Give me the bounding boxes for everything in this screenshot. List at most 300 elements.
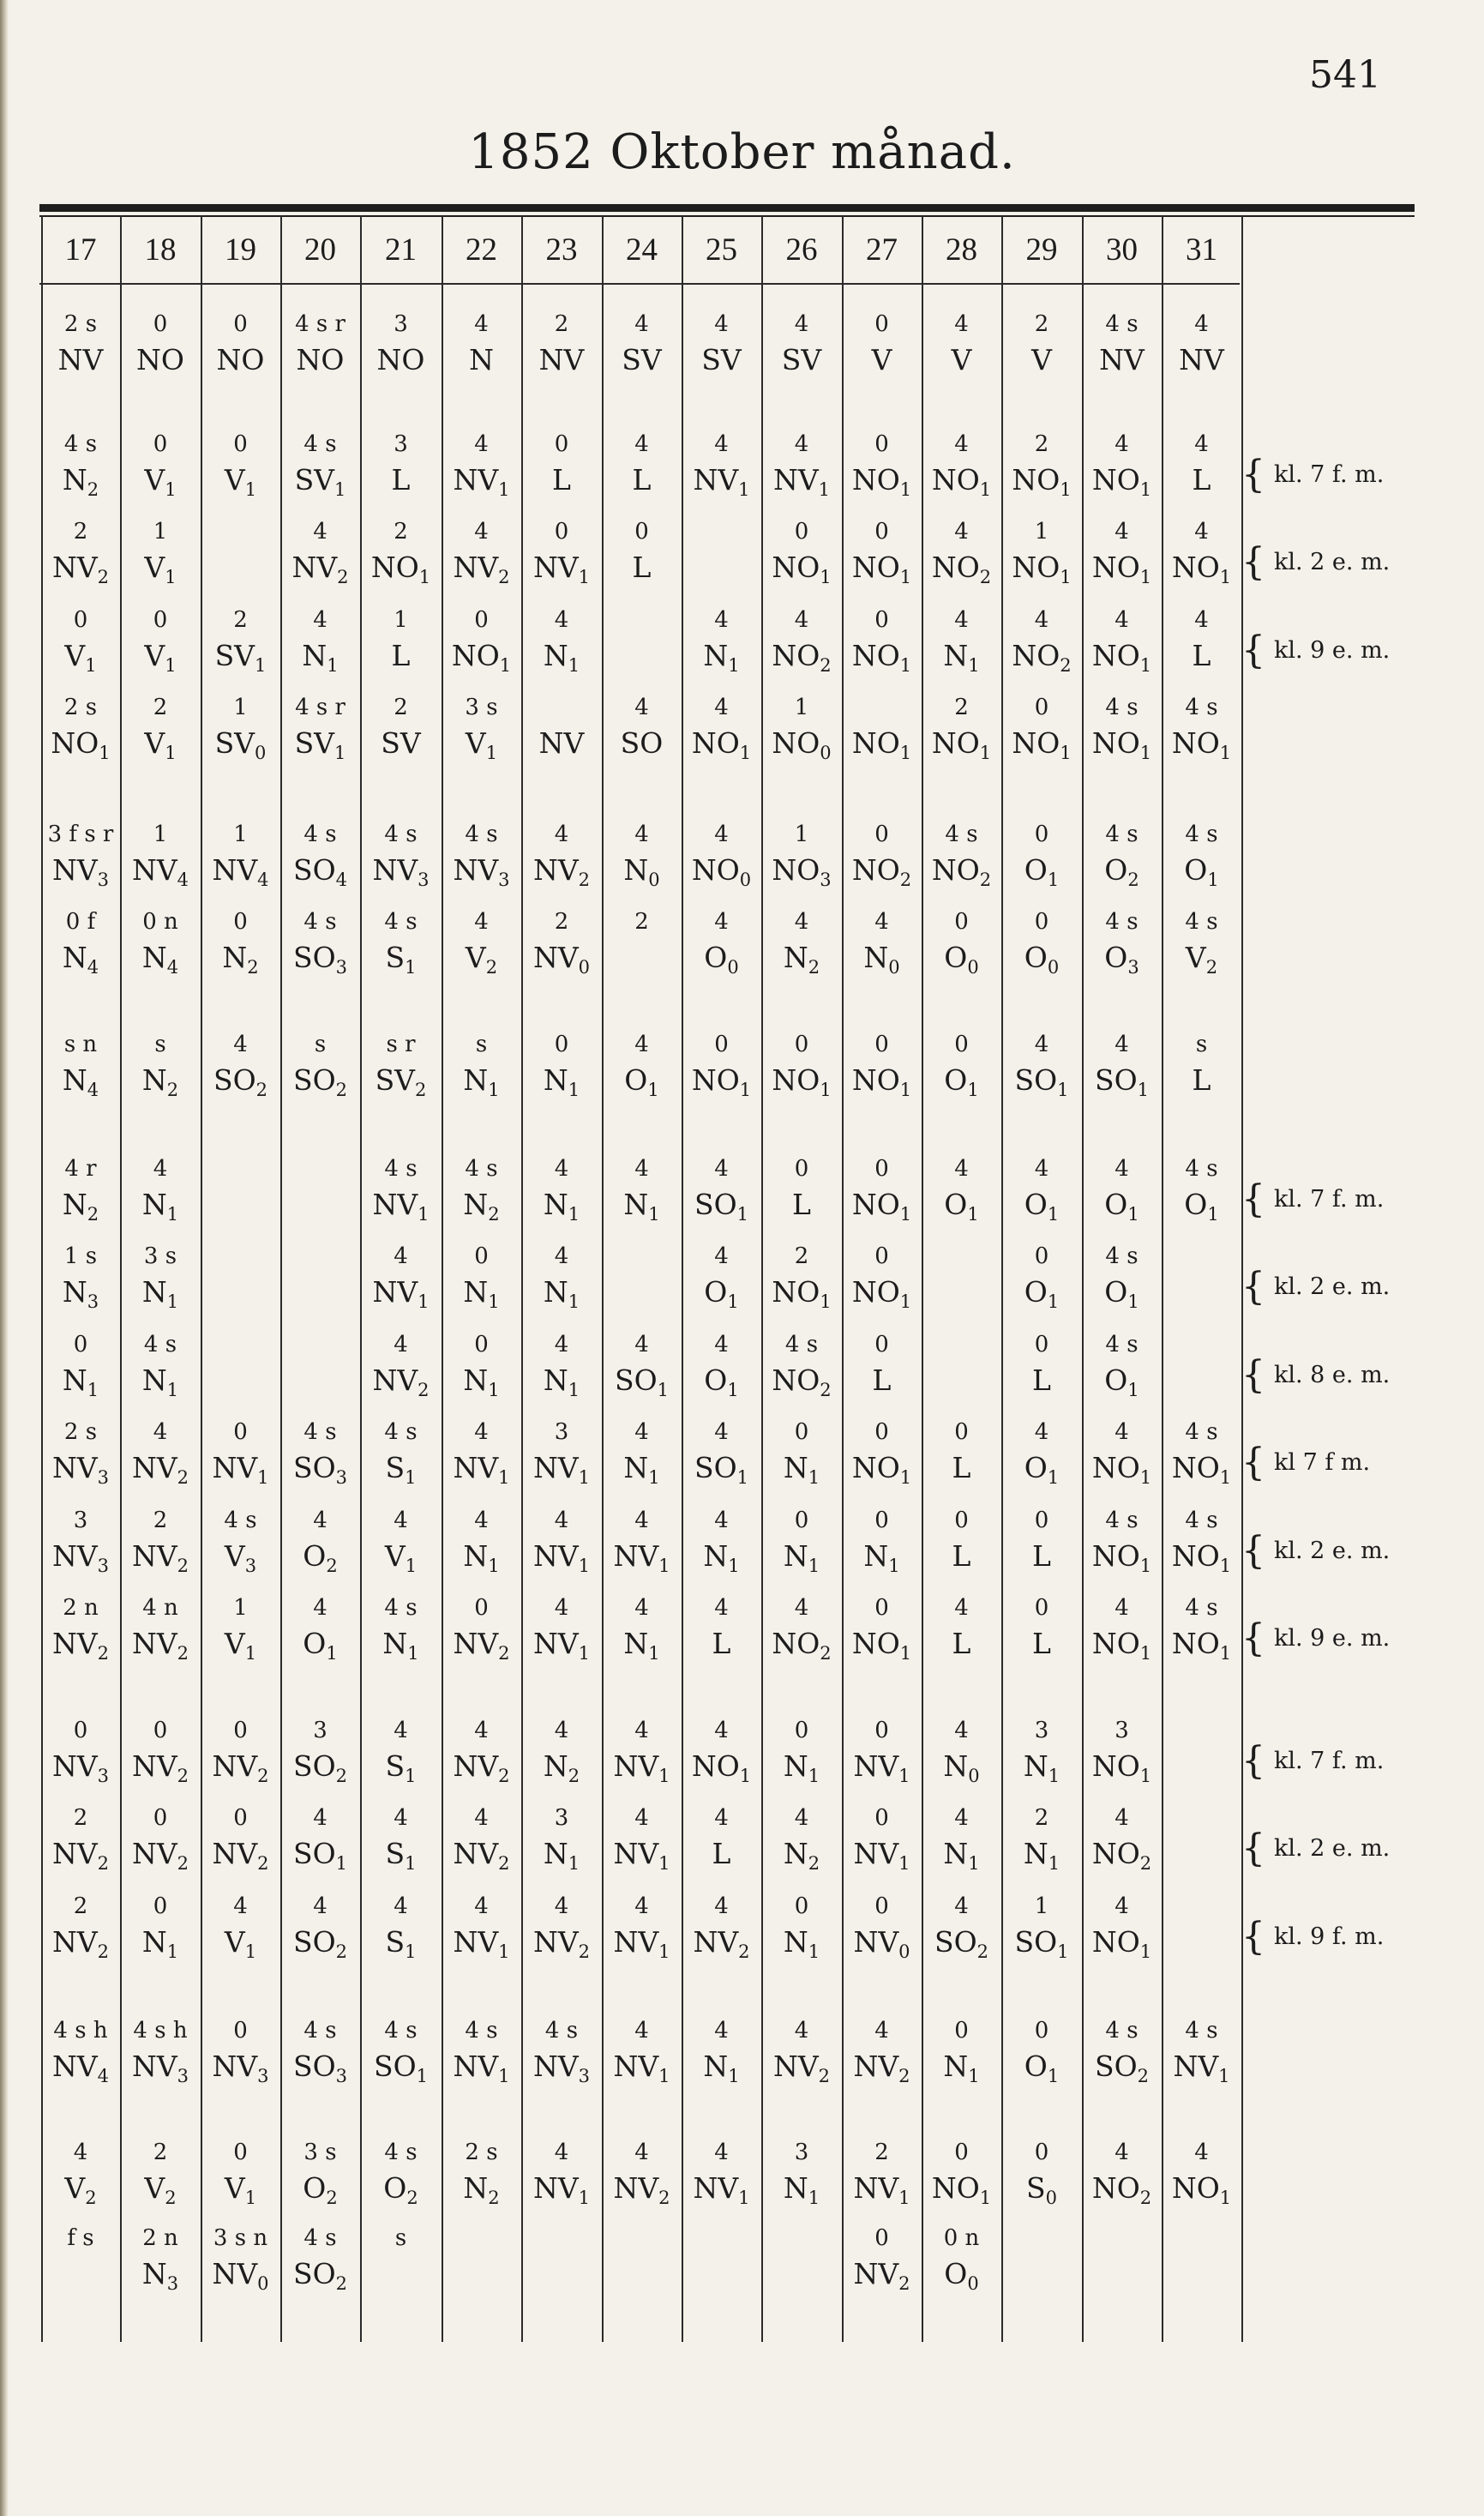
cloud-wind-code: 2 [1034, 1805, 1049, 1831]
cloud-wind-code: 4 [714, 1805, 729, 1831]
observation-cell [41, 1243, 120, 1312]
cloud-wind-code: 4 [1115, 2140, 1129, 2165]
cloud-wind-code: 0 [874, 2225, 889, 2251]
observation-cell [761, 1032, 842, 1100]
wind-direction: $N_1$ [543, 1363, 580, 1400]
wind-direction: $NO_1$ [931, 463, 992, 500]
wind-direction: $NV_2$ [532, 853, 591, 890]
observation-cell [1082, 1595, 1162, 1664]
observation-cell [682, 909, 761, 978]
wind-direction: $NO_2$ [931, 853, 992, 890]
wind-direction: $O_1$ [624, 1063, 659, 1100]
time-note [1241, 1739, 1384, 1783]
cloud-wind-code: 1 [233, 822, 248, 847]
cloud-wind-code: 4 [313, 1595, 327, 1621]
observation-cell [1001, 519, 1082, 587]
day-header: 24 [626, 232, 658, 268]
wind-direction: $NV_3$ [51, 1451, 110, 1488]
observation-cell [761, 1332, 842, 1400]
wind-direction: $NO_1$ [1091, 639, 1152, 676]
wind-direction: $S_0$ [1026, 2171, 1057, 2208]
day-header: 28 [946, 232, 977, 268]
wind-direction: $O_3$ [1104, 941, 1139, 978]
cloud-wind-code: 0 [794, 1718, 809, 1743]
wind-direction: $N_1$ [141, 1188, 179, 1225]
wind-direction: $NV_1$ [453, 463, 510, 500]
cloud-wind-code: 0 [554, 519, 569, 545]
observation-cell [201, 2225, 280, 2294]
cloud-wind-code: 4 [233, 1893, 248, 1919]
wind-direction: $NV_2$ [131, 1749, 189, 1786]
observation-cell [360, 2140, 442, 2208]
cloud-wind-code: s [154, 1032, 166, 1057]
observation-cell [1162, 1156, 1241, 1225]
cloud-wind-code: 4 [153, 1419, 168, 1445]
wind-direction: $NO_2$ [772, 1363, 832, 1400]
observation-cell [41, 1893, 120, 1962]
wind-direction: N [469, 343, 494, 376]
wind-direction: $NO_1$ [772, 551, 832, 587]
observation-cell [602, 1805, 682, 1874]
observation-cell [41, 909, 120, 978]
wind-direction: $NV_3$ [532, 2050, 591, 2086]
cloud-wind-code: 2 [874, 2140, 889, 2165]
cloud-wind-code: 2 [394, 519, 408, 545]
observation-cell [761, 519, 842, 587]
cloud-wind-code: 4 [73, 2140, 88, 2165]
wind-direction: SV [622, 343, 662, 376]
cloud-wind-code: 0 [874, 1805, 889, 1831]
cloud-wind-code: 4 s [465, 2018, 498, 2043]
cloud-wind-code: 4 [474, 1419, 489, 1445]
observation-cell [682, 1243, 761, 1312]
observation-cell [1001, 2018, 1082, 2086]
wind-direction: $NV_3$ [51, 1749, 110, 1786]
cloud-wind-code [521, 696, 602, 722]
observation-cell [521, 822, 602, 890]
observation-cell [120, 1893, 201, 1962]
observation-cell [442, 1032, 521, 1100]
wind-direction: $SO_3$ [292, 1451, 348, 1488]
cloud-wind-code: 4 [1034, 1156, 1049, 1182]
wind-direction: $NV_1$ [372, 1275, 430, 1312]
observation-cell [602, 1595, 682, 1664]
cloud-wind-code: s [475, 1032, 488, 1057]
observation-cell [442, 1332, 521, 1400]
wind-direction: $O_2$ [303, 2171, 338, 2208]
observation-cell [41, 1508, 120, 1576]
observation-cell [1001, 1243, 1082, 1312]
wind-direction: $N_1$ [382, 1627, 419, 1664]
observation-cell [120, 2140, 201, 2208]
wind-direction: SV [381, 726, 421, 760]
observation-cell [842, 519, 922, 587]
wind-direction: $SO_1$ [694, 1188, 749, 1225]
observation-cell [201, 1893, 280, 1962]
observation-cell [442, 1893, 521, 1962]
observation-cell [120, 1718, 201, 1786]
cloud-wind-code: 0 [794, 1156, 809, 1182]
observation-cell [280, 695, 360, 763]
cloud-wind-code: 4 s [1185, 1508, 1218, 1533]
observation-cell [922, 1508, 1001, 1573]
cloud-wind-code: 2 s [63, 695, 98, 720]
wind-direction: $NO_1$ [1091, 726, 1152, 763]
day-header: 19 [225, 232, 256, 268]
observation-cell [842, 1243, 922, 1312]
wind-direction: $O_1$ [1024, 1275, 1060, 1312]
cloud-wind-code: 3 s n [213, 2225, 268, 2251]
observation-cell [280, 607, 360, 676]
observation-cell [280, 1595, 360, 1664]
wind-direction: $NV_1$ [693, 2171, 750, 2208]
observation-cell [922, 695, 1001, 763]
wind-direction: $N_1$ [1023, 1749, 1060, 1786]
wind-direction: L [1192, 639, 1211, 672]
wind-direction: $N_1$ [141, 1275, 179, 1312]
wind-direction: $NV_2$ [131, 1451, 189, 1488]
observation-cell [682, 822, 761, 890]
observation-cell [602, 1718, 682, 1786]
cloud-wind-code: 4 [954, 1156, 969, 1182]
observation-cell [1082, 1419, 1162, 1488]
brace-icon: { [1241, 1616, 1265, 1660]
observation-cell [360, 1595, 442, 1664]
time-note-text: kl. 7 f. m. [1274, 1186, 1385, 1213]
wind-direction: $SO_3$ [292, 941, 348, 978]
observation-cell [41, 1805, 120, 1874]
observation-cell [842, 909, 922, 978]
cloud-wind-code: 4 [554, 607, 569, 633]
observation-cell [280, 519, 360, 587]
time-note [1241, 453, 1384, 497]
wind-direction: $NO_1$ [51, 726, 111, 763]
day-header: 25 [706, 232, 737, 268]
observation-cell [842, 822, 922, 890]
wind-direction: $NV_2$ [453, 551, 510, 587]
wind-direction: $N_1$ [783, 2171, 820, 2208]
observation-cell [1082, 1032, 1162, 1100]
cloud-wind-code: 0 [73, 1718, 88, 1743]
wind-direction: $N_1$ [543, 1275, 580, 1312]
wind-direction: $NV_0$ [532, 941, 591, 978]
cloud-wind-code: 0 [634, 519, 649, 545]
wind-direction: $NV_2$ [853, 2257, 910, 2294]
cloud-wind-code: 4 [954, 519, 969, 545]
observation-cell [120, 1032, 201, 1100]
cloud-wind-code: 4 s [384, 822, 418, 847]
wind-direction: $NV_0$ [212, 2257, 269, 2294]
wind-direction: $N_1$ [543, 639, 580, 676]
cloud-wind-code: 4 s [303, 431, 337, 457]
cloud-wind-code: 4 [1115, 607, 1129, 633]
cloud-wind-code: 4 [313, 1508, 327, 1533]
wind-direction: $NO_1$ [1091, 463, 1152, 500]
wind-direction: $NV_2$ [131, 1627, 189, 1664]
wind-direction: $SO_2$ [1094, 2050, 1150, 2086]
observation-cell [1001, 1419, 1082, 1488]
cloud-wind-code: 4 [474, 519, 489, 545]
observation-cell [761, 1893, 842, 1962]
observation-cell [201, 1805, 280, 1874]
header-separator [39, 283, 1240, 285]
cloud-wind-code: 4 [794, 2018, 809, 2043]
day-header: 27 [866, 232, 898, 268]
wind-direction: $V_2$ [144, 2171, 177, 2208]
wind-direction: $N_1$ [463, 1363, 500, 1400]
cloud-wind-code: 0 f [65, 909, 96, 935]
time-note-text: kl 7 f m. [1274, 1449, 1371, 1476]
wind-direction: $SO_1$ [373, 2050, 429, 2086]
observation-cell [521, 1243, 602, 1312]
observation-cell [602, 1893, 682, 1962]
observation-cell [602, 911, 682, 943]
observation-cell [1082, 1805, 1162, 1874]
cloud-wind-code: 1 [233, 1595, 248, 1621]
observation-cell [41, 313, 120, 374]
cloud-wind-code: 4 [554, 1156, 569, 1182]
wind-direction: L [712, 1627, 731, 1660]
cloud-wind-code: 4 [394, 1718, 408, 1743]
observation-cell [682, 2140, 761, 2208]
wind-direction: $SV_0$ [214, 726, 267, 763]
observation-cell [682, 1419, 761, 1488]
observation-cell [280, 2225, 360, 2294]
wind-direction: $V_1$ [465, 726, 498, 763]
wind-direction: $NV_1$ [613, 2050, 670, 2086]
observation-cell [120, 2225, 201, 2294]
cloud-wind-code: 4 [554, 1718, 569, 1743]
cloud-wind-code: 0 [153, 311, 168, 337]
wind-direction: L [1192, 463, 1211, 497]
time-note-text: kl. 7 f. m. [1274, 1748, 1385, 1774]
observation-cell [280, 1032, 360, 1100]
wind-direction: L [1032, 1627, 1051, 1660]
cloud-wind-code: 4 [634, 431, 649, 457]
cloud-wind-code: 4 s [384, 1419, 418, 1445]
wind-direction: $NV_1$ [1173, 2050, 1230, 2086]
wind-direction: $NV_3$ [212, 2050, 269, 2086]
wind-direction: $N_3$ [141, 2257, 179, 2294]
day-header: 23 [545, 232, 578, 268]
observation-cell [602, 822, 682, 890]
cloud-wind-code: 4 s [544, 2018, 579, 2043]
wind-direction: $NO_0$ [772, 726, 832, 763]
cloud-wind-code: 4 [1034, 1419, 1049, 1445]
observation-cell [120, 2018, 201, 2086]
wind-direction: NV [57, 343, 104, 376]
observation-cell [682, 1597, 761, 1658]
observation-cell [682, 1032, 761, 1100]
top-rule-thin [39, 215, 1415, 217]
cloud-wind-code: 4 [1115, 431, 1129, 457]
observation-cell [1001, 607, 1082, 676]
cloud-wind-code: 4 [714, 1419, 729, 1445]
wind-direction: $N_4$ [141, 941, 179, 978]
observation-cell [922, 1893, 1001, 1962]
cloud-wind-code: 4 s [384, 2018, 418, 2043]
observation-cell [761, 1718, 842, 1786]
observation-cell [1162, 313, 1241, 374]
observation-cell [442, 2018, 521, 2086]
cloud-wind-code: 4 [394, 1332, 408, 1357]
cloud-wind-code: 4 s [1185, 1156, 1218, 1182]
observation-cell [1001, 431, 1082, 500]
observation-cell [922, 1421, 1001, 1482]
cloud-wind-code: 4 [313, 519, 327, 545]
wind-direction: L [872, 1363, 892, 1397]
observation-cell [280, 822, 360, 890]
cloud-wind-code: 0 [874, 1243, 889, 1269]
observation-cell [201, 822, 280, 890]
observation-cell [201, 1595, 280, 1664]
cloud-wind-code: 4 [794, 1805, 809, 1831]
cloud-wind-code: 1 [1034, 1893, 1049, 1919]
observation-cell [360, 1332, 442, 1400]
wind-direction: $O_1$ [1024, 1451, 1060, 1488]
time-note-text: kl. 2 e. m. [1274, 1835, 1391, 1862]
wind-direction: NO [376, 343, 425, 376]
cloud-wind-code: 2 [394, 695, 408, 720]
wind-direction: $NO_1$ [931, 726, 992, 763]
observation-cell [761, 1243, 842, 1312]
wind-direction: $N_1$ [543, 1063, 580, 1100]
observation-cell [201, 607, 280, 676]
cloud-wind-code: 4 s [1105, 2018, 1139, 2043]
cloud-wind-code: 0 [954, 1032, 969, 1057]
wind-direction: $NV_1$ [853, 1749, 910, 1786]
observation-cell [360, 1243, 442, 1312]
wind-direction: $NO_1$ [1171, 1451, 1232, 1488]
observation-cell [360, 609, 442, 670]
cloud-wind-code: 4 [714, 1156, 729, 1182]
observation-cell [1162, 1595, 1241, 1664]
wind-direction: $NV_2$ [131, 1837, 189, 1874]
observation-cell [602, 1332, 682, 1400]
observation-cell [602, 1419, 682, 1488]
observation-cell [360, 1419, 442, 1488]
observation-cell [922, 1597, 1001, 1658]
cloud-wind-code: 2 [634, 909, 649, 935]
observation-cell [1001, 1718, 1082, 1786]
wind-direction: $S_1$ [385, 1749, 417, 1786]
cloud-wind-code: 0 [474, 1595, 489, 1621]
observation-cell [1082, 2140, 1162, 2208]
observation-cell [120, 431, 201, 500]
observation-cell [442, 909, 521, 978]
observation-cell [842, 1805, 922, 1874]
cloud-wind-code: 2 [153, 1508, 168, 1533]
cloud-wind-code: 4 [474, 1805, 489, 1831]
cloud-wind-code: 4 [1194, 2140, 1209, 2165]
cloud-wind-code: 4 s [1185, 822, 1218, 847]
wind-direction: $NV_2$ [453, 1749, 510, 1786]
wind-direction: $NO_1$ [1012, 726, 1072, 763]
observation-cell [41, 822, 120, 890]
cloud-wind-code: 0 [153, 431, 168, 457]
cloud-wind-code: 4 [714, 822, 729, 847]
observation-cell [360, 1718, 442, 1786]
wind-direction: $NV_2$ [613, 2171, 670, 2208]
wind-direction: $N_1$ [863, 1539, 900, 1576]
wind-direction: $NO_1$ [1171, 1539, 1232, 1576]
wind-direction: $N_2$ [463, 1188, 500, 1225]
observation-cell [842, 313, 922, 374]
wind-direction: $O_0$ [944, 2257, 979, 2294]
wind-direction: $NO_1$ [1171, 551, 1232, 587]
wind-direction: $NO_1$ [851, 1627, 912, 1664]
observation-cell [521, 1805, 602, 1874]
observation-cell [842, 1595, 922, 1664]
brace-icon: { [1241, 1827, 1265, 1870]
wind-direction: $NV_1$ [372, 1188, 430, 1225]
wind-direction: $N_1$ [703, 2050, 740, 2086]
observation-cell [120, 607, 201, 676]
wind-direction: $NO_1$ [1091, 1451, 1152, 1488]
observation-cell [41, 2227, 120, 2260]
wind-direction: $NO_1$ [1091, 1627, 1152, 1664]
observation-cell [682, 2018, 761, 2086]
cloud-wind-code: 4 [394, 1805, 408, 1831]
wind-direction: $NV_1$ [532, 1539, 591, 1576]
observation-cell [922, 909, 1001, 978]
cloud-wind-code: s [314, 1032, 327, 1057]
cloud-wind-code: 4 [313, 607, 327, 633]
observation-cell [1082, 1332, 1162, 1400]
cloud-wind-code: 0 [233, 2140, 248, 2165]
wind-direction: $NV_2$ [291, 551, 349, 587]
cloud-wind-code: 4 s [224, 1508, 257, 1533]
cloud-wind-code: 4 s [303, 822, 337, 847]
observation-cell [201, 909, 280, 978]
cloud-wind-code: 4 s [384, 1156, 418, 1182]
observation-cell [360, 2018, 442, 2086]
cloud-wind-code: 3 [394, 311, 408, 337]
cloud-wind-code: 0 [874, 1595, 889, 1621]
wind-direction: $NO_1$ [1171, 1627, 1232, 1664]
cloud-wind-code: 0 [73, 607, 88, 633]
cloud-wind-code: 4 [1115, 519, 1129, 545]
observation-cell [1082, 1243, 1162, 1312]
cloud-wind-code: 0 [1034, 822, 1049, 847]
cloud-wind-code: 0 [1034, 695, 1049, 720]
wind-direction: $NV_1$ [212, 1451, 269, 1488]
wind-direction: $SO_3$ [292, 2050, 348, 2086]
wind-direction: $NV_0$ [853, 1925, 910, 1962]
observation-cell [41, 1332, 120, 1400]
wind-direction: $NV_2$ [212, 1837, 269, 1874]
observation-cell [842, 2225, 922, 2294]
wind-direction: $NV_2$ [693, 1925, 750, 1962]
wind-direction: $N_2$ [543, 1749, 580, 1786]
cloud-wind-code: 0 [954, 2140, 969, 2165]
observation-cell [1082, 519, 1162, 587]
wind-direction: $N_1$ [783, 1925, 820, 1962]
observation-cell [120, 313, 201, 374]
cloud-wind-code: 1 [1034, 519, 1049, 545]
wind-direction: $NV_2$ [772, 2050, 831, 2086]
brace-icon: { [1241, 1177, 1265, 1221]
time-note-text: kl. 2 e. m. [1274, 1273, 1391, 1300]
wind-direction: $N_3$ [62, 1275, 99, 1312]
cloud-wind-code: 4 [554, 1332, 569, 1357]
wind-direction: V [951, 343, 972, 376]
wind-direction: $N_1$ [783, 1451, 820, 1488]
cloud-wind-code: 2 s [63, 1419, 98, 1445]
observation-cell [682, 313, 761, 374]
time-note-text: kl. 7 f. m. [1274, 461, 1385, 488]
wind-direction: $NO_1$ [1091, 1925, 1152, 1962]
